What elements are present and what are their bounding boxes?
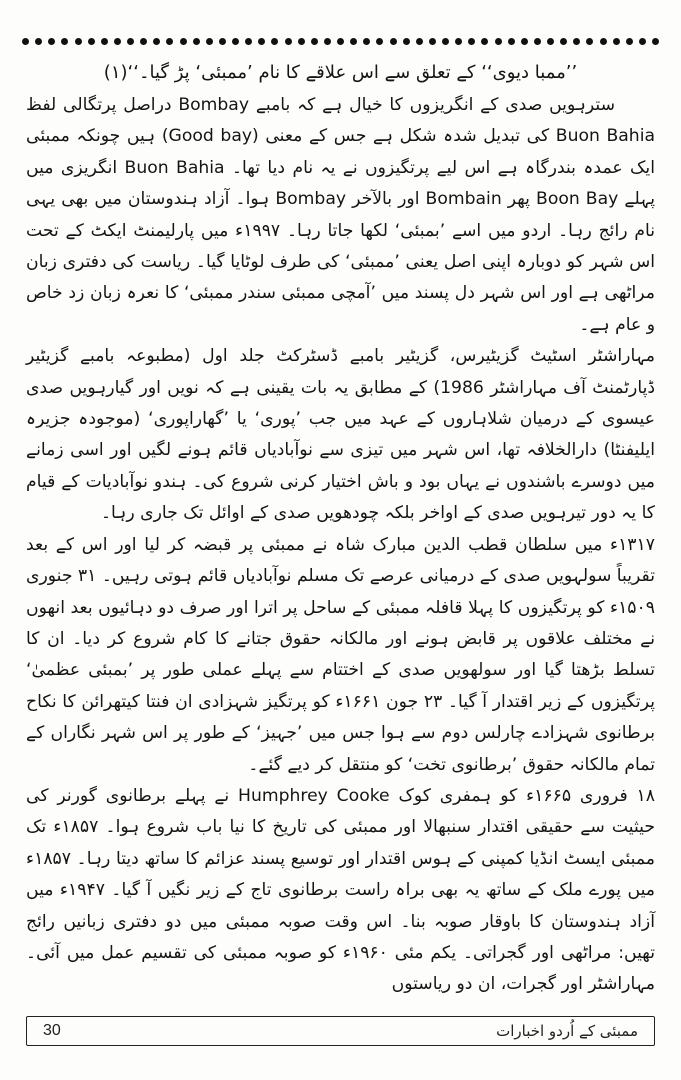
divider-dot	[416, 38, 423, 45]
divider-dot	[626, 38, 633, 45]
divider-dot	[442, 38, 449, 45]
divider-dot	[586, 38, 593, 45]
divider-dot	[560, 38, 567, 45]
page-number: 30	[43, 1022, 61, 1039]
divider-dot	[468, 38, 475, 45]
divider-dot	[258, 38, 265, 45]
divider-dot	[245, 38, 252, 45]
divider-dot	[35, 38, 42, 45]
divider-dot	[547, 38, 554, 45]
divider-dot	[403, 38, 410, 45]
divider-dot	[337, 38, 344, 45]
divider-dot	[140, 38, 147, 45]
divider-dot	[180, 38, 187, 45]
section-heading: ’’ممبا دیوی‘‘ کے تعلق سے اس علاقے کا نام ’ممبئی‘ پڑ گیا۔‘‘(۱)	[103, 62, 578, 83]
paragraph-3: ۱۳۱۷ء میں سلطان قطب الدین مبارک شاہ نے ممبئی پر قبضہ کر لیا اور اس کے بعد تقریباً سولہویں صدی کے درمیانی عرصے تک مسلم نوآبادیاں قائم ہوتی رہیں۔ ۳۱ جنوری ۱۵۰۹ء کو پرتگیزوں کا پہلا قافلہ ممبئی کے ساحل پر اترا اور صرف دو دہائیوں بعد انھوں نے مختلف علاقوں پر قابض ہونے اور مالکانہ حقوق جتانے کا کام شروع کر دیا۔ ان کا تسلط بڑھتا گیا اور سولھویں صدی کے اختتام سے پہلے عملی طور پر ’بمبئی عظمیٰ‘ پرتگیزوں کے زیر اقتدار آ گیا۔ ۲۳ جون ۱۶۶۱ء کو پرتگیز شہزادی ان فنتا کیتھرائن کا نکاح برطانوی شہزادے چارلس دوم سے ہوا جس میں ’جہیز‘ کے طور پر اس شہر نگاراں کے تمام مالکانہ حقوق ’برطانوی تخت‘ کو منتقل کر دیے گئے۔	[26, 534, 655, 775]
divider-dot	[534, 38, 541, 45]
divider-dot	[363, 38, 370, 45]
divider-dot	[88, 38, 95, 45]
divider-dot	[127, 38, 134, 45]
divider-dot	[153, 38, 160, 45]
divider-dot	[75, 38, 82, 45]
divider-dot	[429, 38, 436, 45]
divider-dot	[166, 38, 173, 45]
dotted-divider	[22, 34, 659, 48]
divider-dot	[101, 38, 108, 45]
divider-dot	[285, 38, 292, 45]
divider-dot	[481, 38, 488, 45]
divider-dot	[193, 38, 200, 45]
divider-dot	[114, 38, 121, 45]
running-title: ممبئی کے اُردو اخبارات	[496, 1022, 638, 1040]
divider-dot	[600, 38, 607, 45]
divider-dot	[271, 38, 278, 45]
divider-dot	[350, 38, 357, 45]
divider-dot	[390, 38, 397, 45]
divider-dot	[508, 38, 515, 45]
divider-dot	[521, 38, 528, 45]
page-footer	[26, 1016, 655, 1046]
divider-dot	[206, 38, 213, 45]
divider-dot	[573, 38, 580, 45]
divider-dot	[219, 38, 226, 45]
divider-dot	[22, 38, 29, 45]
page-body	[26, 58, 655, 1001]
divider-dot	[455, 38, 462, 45]
divider-dot	[652, 38, 659, 45]
divider-dot	[324, 38, 331, 45]
divider-dot	[311, 38, 318, 45]
divider-dot	[298, 38, 305, 45]
divider-dot	[48, 38, 55, 45]
divider-dot	[639, 38, 646, 45]
divider-dot	[376, 38, 383, 45]
divider-dot	[61, 38, 68, 45]
paragraph-4: ۱۸ فروری ۱۶۶۵ء کو ہمفری کوک Humphrey Cooke نے پہلے برطانوی گورنر کی حیثیت سے حقیقی اقتدار سنبھالا اور ممبئی کی تاریخ کا نیا باب شروع ہوا۔ ۱۸۵۷ء تک ممبئی ایسٹ انڈیا کمپنی کے ہوس اقتدار اور توسیع پسند عزائم کا ساتھ دیتا رہا۔ ۱۸۵۷ء میں پورے ملک کے ساتھ یہ بھی براہ راست برطانوی تاج کے زیر نگیں آ گیا۔ ۱۹۴۷ء میں آزاد ہندوستان کا باوقار صوبہ بنا۔ اس وقت صوبہ ممبئی میں دو دفتری زبانیں رائج تھیں: مراٹھی اور گجراتی۔ یکم مئی ۱۹۶۰ء کو صوبہ ممبئی کی تقسیم عمل میں آئی۔ مہاراشٹر اور گجرات، ان دو ریاستوں	[26, 785, 655, 995]
paragraph-1: سترہویں صدی کے انگریزوں کا خیال ہے کہ بامبے Bombay دراصل پرتگالی لفظ Buon Bahia کی تبدیل شدہ شکل ہے جس کے معنی (Good bay) ہیں چونکہ ممبئی ایک عمدہ بندرگاہ ہے اس لیے پرتگیزوں نے یہ نام دیا تھا۔ Buon Bahia انگریزی میں پہلے Boon Bay پھر Bombain اور بالآخر Bombay ہوا۔ آزاد ہندوستان میں بھی یہی نام رائج رہا۔ اردو میں اسے ’بمبئی‘ لکھا جاتا رہا۔ ۱۹۹۷ء میں پارلیمنٹ ایکٹ کے تحت اس شہر کو دوبارہ اپنی اصل یعنی ’ممبئی‘ کی طرف لوٹایا گیا۔ ریاست کی دفتری زبان مراٹھی ہے اور اس شہر دل پسند میں ’آمچی ممبئی سندر ممبئی‘ کا نعرہ زبان زد خاص و عام ہے۔	[26, 95, 655, 335]
divider-dot	[613, 38, 620, 45]
paragraph-2: مہاراشٹر اسٹیٹ گزیٹیرس، گزیٹیر بامبے ڈسٹرکٹ جلد اول (مطبوعہ بامبے گزیٹیر ڈپارٹمنٹ آف مہاراشٹر 1986) کے مطابق یہ بات یقینی ہے کہ نویں اور گیارہویں صدی عیسوی کے درمیان شلاہاروں کے عہد میں جب ’پوری‘ یا ’گھاراپوری‘ (موجودہ جزیرہ ایلیفنٹا) دارالخلافہ تھا، اس شہر میں تیزی سے نوآبادیاں قائم ہونے لگیں اور اسی زمانے میں دوسرے باشندوں نے یہاں بود و باش اختیار کرنی شروع کی۔ ہندو نوآبادیات کے قیام کا یہ دور تیرہویں صدی کے اواخر بلکہ چودھویں صدی کے اوائل تک جاری رہا۔	[26, 346, 656, 524]
divider-dot	[495, 38, 502, 45]
divider-dot	[232, 38, 239, 45]
